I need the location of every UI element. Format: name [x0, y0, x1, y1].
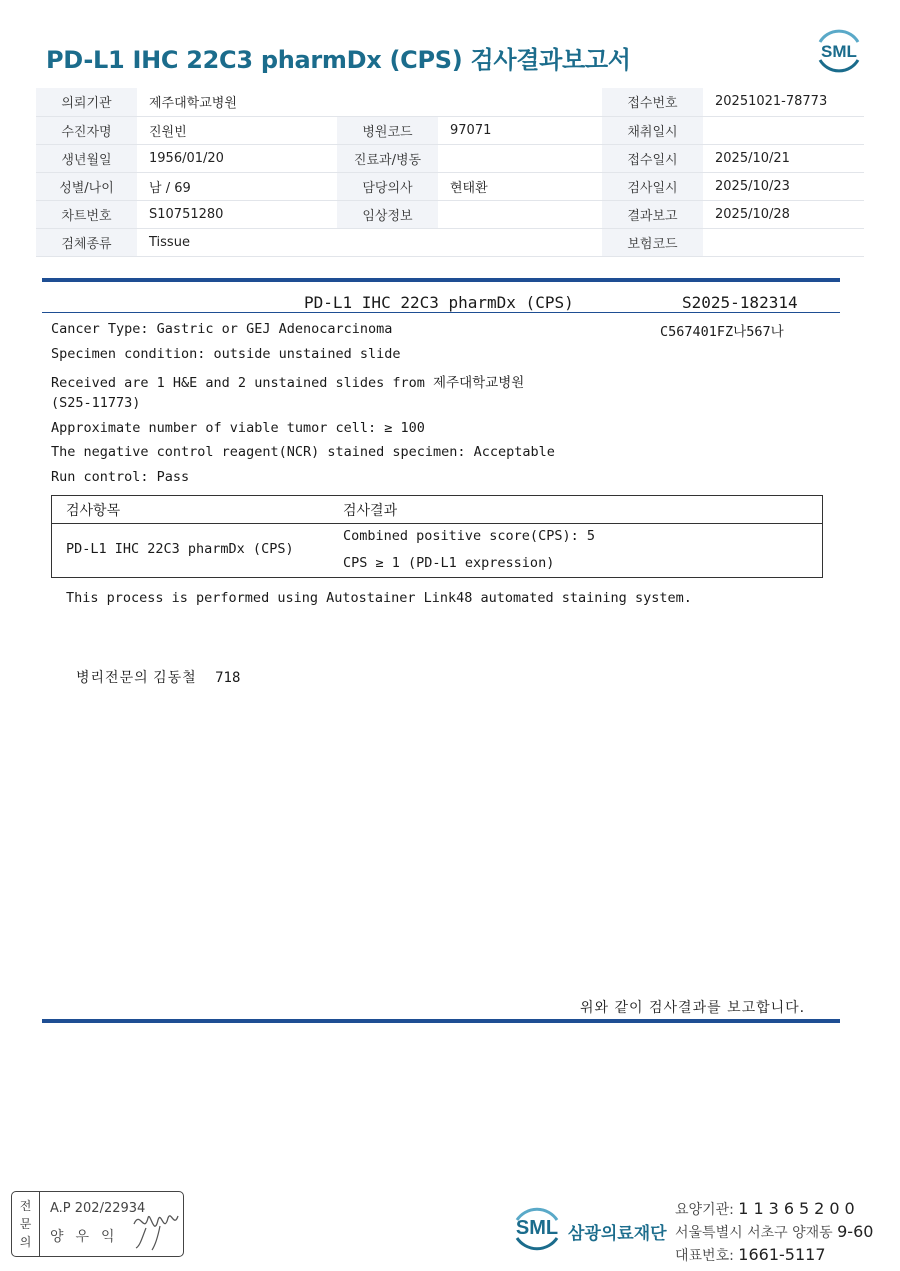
info-value: 2025/10/23: [703, 172, 864, 200]
foundation-logo: [509, 1200, 565, 1256]
result-header-divider: [52, 523, 822, 524]
cert-side-char: 문: [19, 1217, 32, 1231]
info-value: Tissue: [137, 228, 337, 256]
info-value: 1956/01/20: [137, 144, 337, 172]
info-value: 20251021-78773: [703, 88, 864, 116]
info-row: [36, 172, 864, 200]
info-value: 남 / 69: [137, 172, 337, 200]
info-label: [337, 88, 438, 116]
info-value: [438, 228, 602, 256]
case-number-line: (S25-11773): [51, 395, 141, 411]
info-label: 성별/나이: [36, 172, 137, 200]
cert-side-char: 전: [19, 1199, 32, 1213]
specialist-certificate-box: [11, 1191, 184, 1257]
info-value: [703, 228, 864, 256]
address-line: [675, 1222, 873, 1242]
info-value: 2025/10/21: [703, 144, 864, 172]
received-line: Received are 1 H&E and 2 unstained slides from 제주대학교병원: [51, 375, 525, 391]
institution-code-label: 요양기관:: [675, 1202, 734, 1218]
phone-line: [675, 1245, 826, 1265]
svg-text:SML: SML: [821, 42, 857, 61]
sml-logo: [812, 26, 866, 76]
info-label: 접수일시: [602, 144, 703, 172]
signature-icon: [130, 1204, 182, 1252]
info-value: [438, 144, 602, 172]
report-specimen-id: S2025-182314: [682, 293, 798, 312]
info-label: 담당의사: [337, 172, 438, 200]
bottom-thick-rule: [42, 1019, 840, 1023]
result-table: [51, 495, 823, 578]
address-number: 9-60: [837, 1222, 874, 1241]
info-row: [36, 200, 864, 228]
info-label: 임상정보: [337, 200, 438, 228]
info-label: 접수번호: [602, 88, 703, 116]
info-value: S10751280: [137, 200, 337, 228]
result-header-item: 검사항목: [66, 503, 121, 519]
ncr-line: The negative control reagent(NCR) stained specimen: Acceptable: [51, 444, 555, 460]
info-value: [703, 116, 864, 144]
process-note: This process is performed using Autostainer Link48 automated staining system.: [66, 590, 692, 606]
info-label: [337, 228, 438, 256]
patient-info-table: [36, 88, 864, 257]
svg-text:SML: SML: [515, 1217, 559, 1239]
info-label: 의뢰기관: [36, 88, 137, 116]
info-value: [438, 200, 602, 228]
info-row: [36, 88, 864, 116]
pathologist-signoff: [76, 667, 240, 687]
info-label: 병원코드: [337, 116, 438, 144]
certificate-number: A.P 202/22934: [50, 1201, 146, 1216]
phone-label: 대표번호:: [675, 1248, 734, 1264]
result-test-item: PD-L1 IHC 22C3 pharmDx (CPS): [66, 541, 294, 557]
result-header-result: 검사결과: [343, 503, 398, 519]
report-header-rule: [42, 312, 840, 313]
result-cps-score: Combined positive score(CPS): 5: [343, 528, 595, 544]
top-thick-rule: [42, 278, 840, 282]
info-label: 검체종류: [36, 228, 137, 256]
info-label: 수진자명: [36, 116, 137, 144]
report-test-name: PD-L1 IHC 22C3 pharmDx (CPS): [304, 293, 574, 312]
info-row: [36, 116, 864, 144]
info-value: 2025/10/28: [703, 200, 864, 228]
pathologist-license-no: 718: [215, 670, 241, 686]
run-control-line: Run control: Pass: [51, 469, 190, 485]
pathologist-name: 김동철: [153, 670, 197, 686]
info-value: 제주대학교병원: [137, 88, 337, 116]
info-label: 채취일시: [602, 116, 703, 144]
info-value: 97071: [438, 116, 602, 144]
info-label: 검사일시: [602, 172, 703, 200]
certificate-side-label: [12, 1192, 40, 1256]
info-row: [36, 228, 864, 256]
report-code: C567401FZ나567나: [660, 324, 784, 340]
institution-code-line: [675, 1199, 860, 1219]
cancer-type-line: Cancer Type: Gastric or GEJ Adenocarcinoma: [51, 321, 393, 337]
info-value: 현태환: [438, 172, 602, 200]
closing-statement: 위와 같이 검사결과를 보고합니다.: [580, 1000, 806, 1016]
info-label: 생년월일: [36, 144, 137, 172]
address-label: 서울특별시 서초구 양재동: [675, 1225, 833, 1241]
info-value: [438, 88, 602, 116]
info-label: 보험코드: [602, 228, 703, 256]
info-label: 진료과/병동: [337, 144, 438, 172]
info-row: [36, 144, 864, 172]
foundation-name: 삼광의료재단: [568, 1224, 667, 1244]
institution-code-value: 11365200: [738, 1199, 860, 1218]
report-title: PD-L1 IHC 22C3 pharmDx (CPS) 검사결과보고서: [46, 46, 631, 74]
result-expression: CPS ≥ 1 (PD-L1 expression): [343, 555, 555, 571]
info-label: 차트번호: [36, 200, 137, 228]
info-value: 진원빈: [137, 116, 337, 144]
phone-value: 1661-5117: [738, 1245, 826, 1264]
info-label: 결과보고: [602, 200, 703, 228]
pathologist-label: 병리전문의: [76, 670, 149, 686]
specialist-name: 양우익: [50, 1229, 127, 1245]
specimen-condition-line: Specimen condition: outside unstained slide: [51, 346, 401, 362]
viable-tumor-line: Approximate number of viable tumor cell: ≥ 100: [51, 420, 425, 436]
cert-side-char: 의: [19, 1235, 32, 1249]
